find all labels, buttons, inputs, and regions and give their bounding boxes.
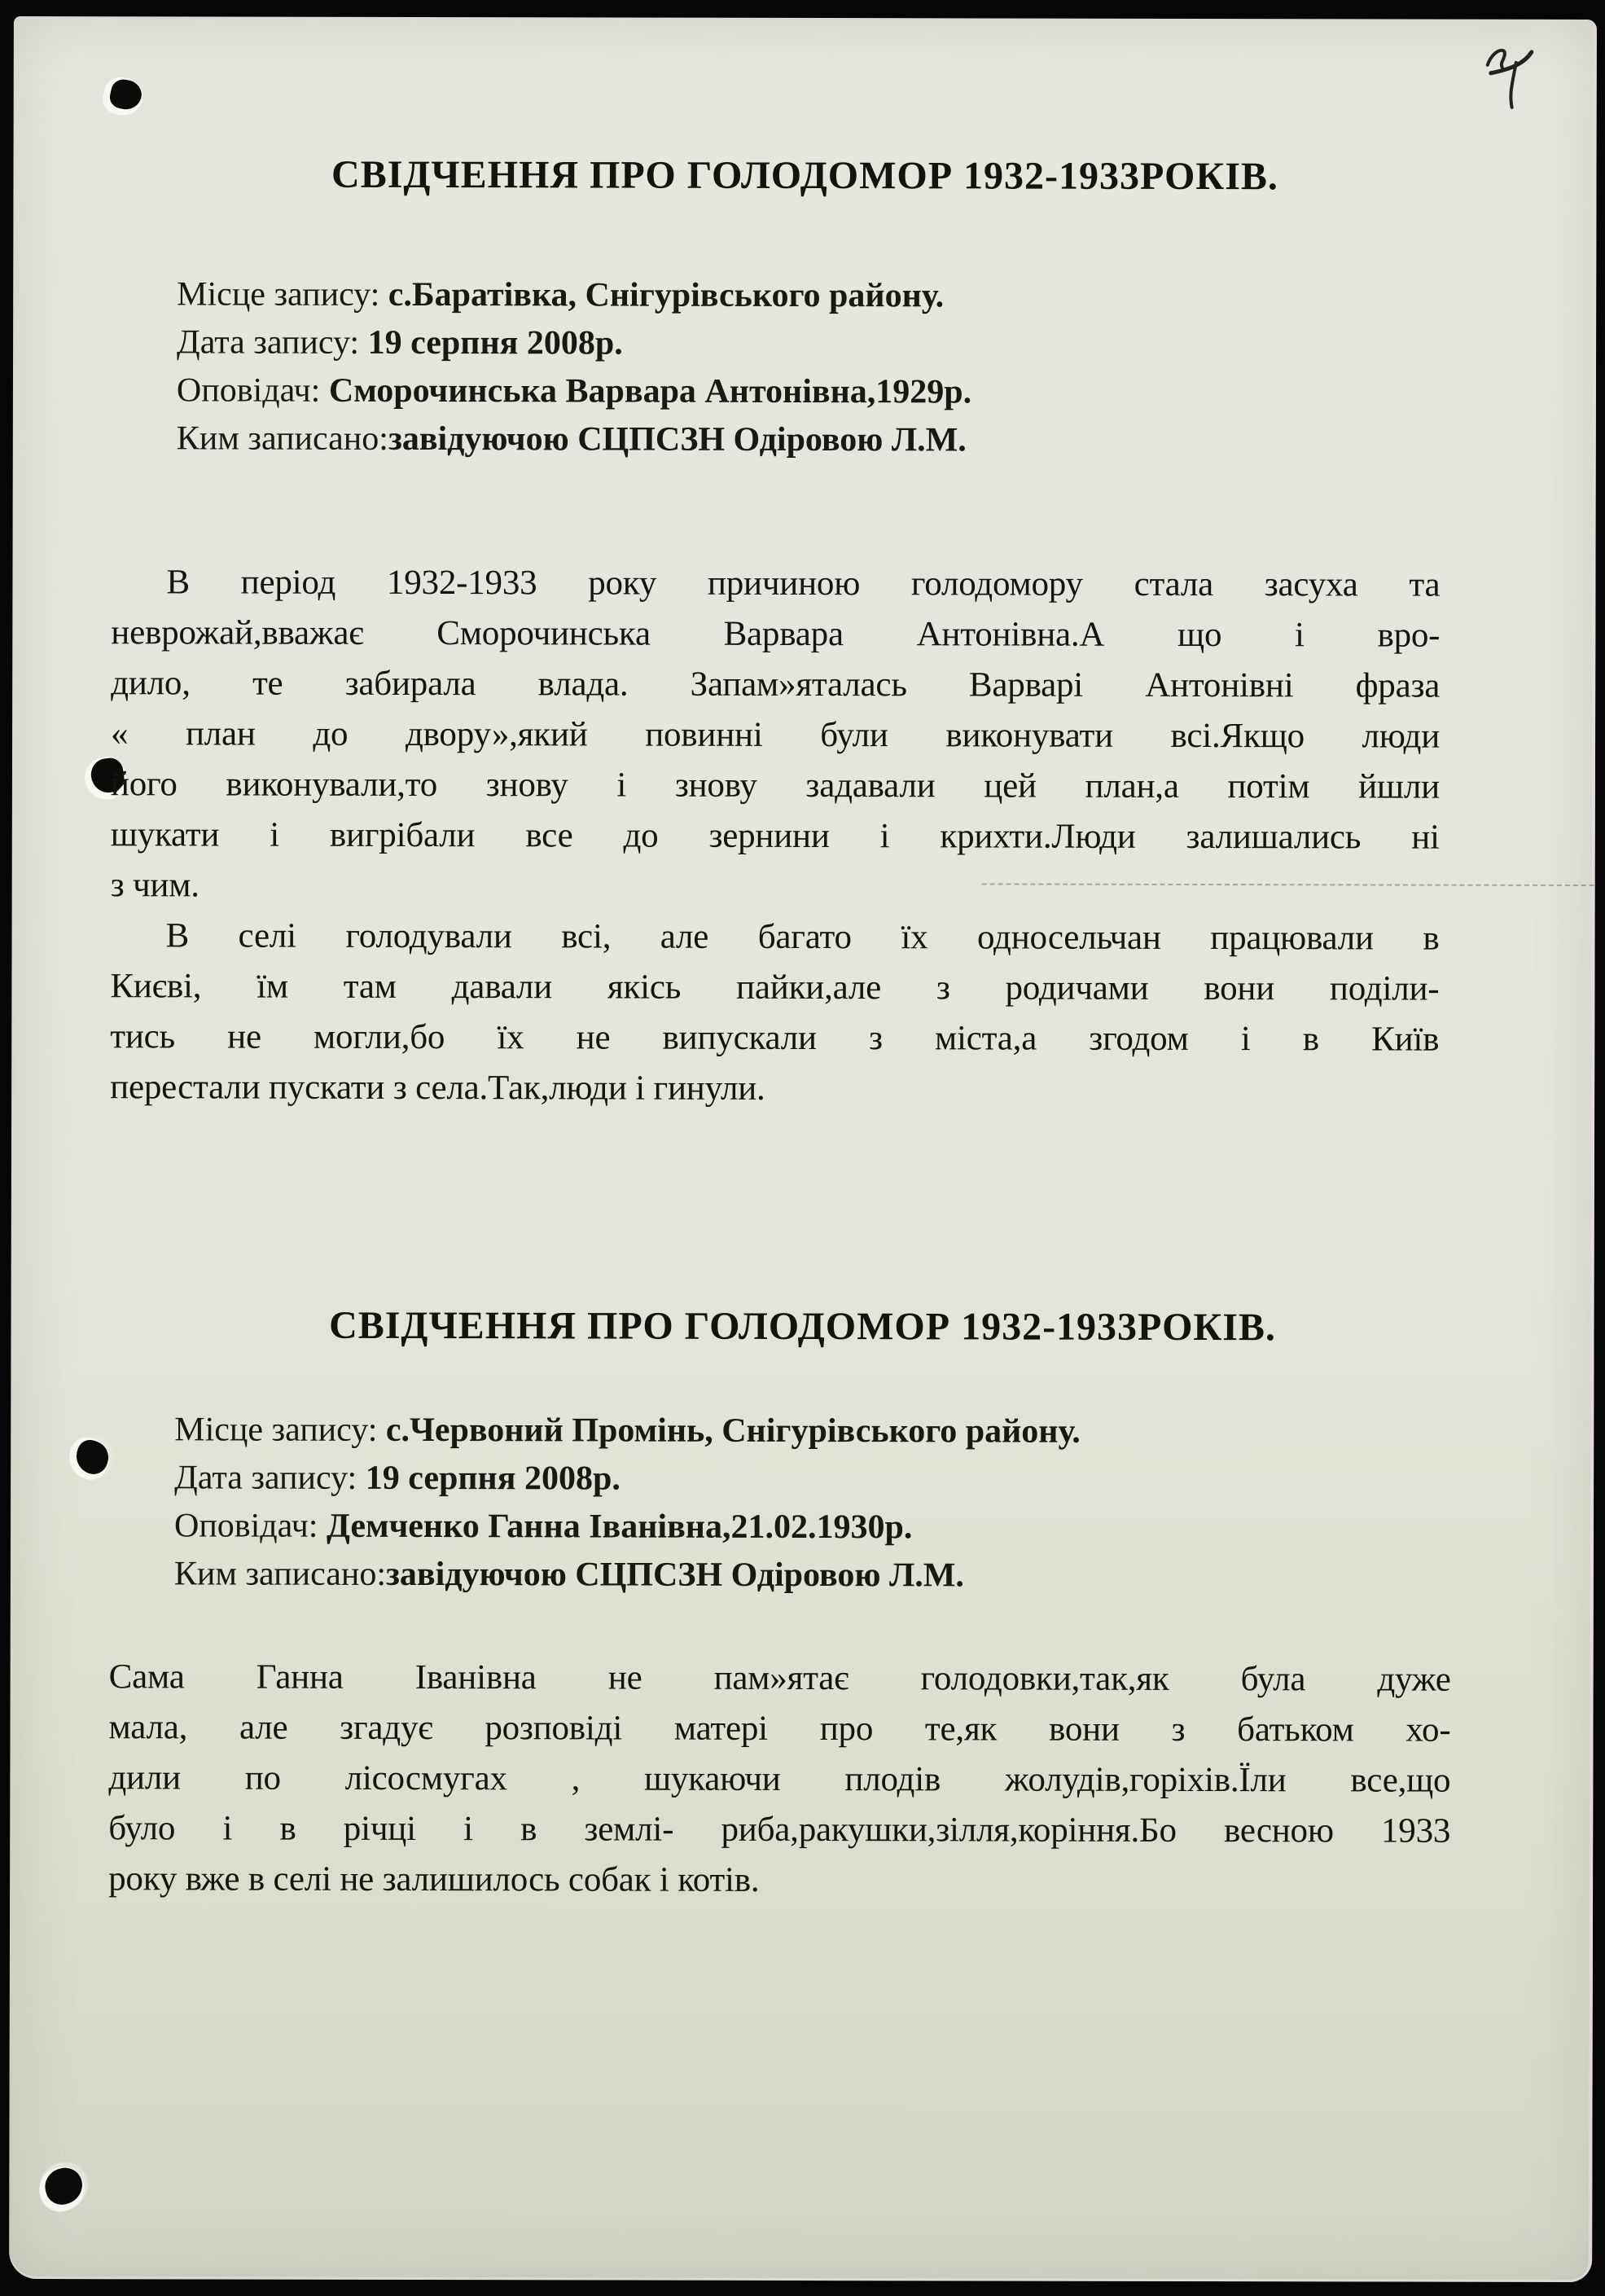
body-line: В період 1932-1933 року причиною голодомору стала засуха та: [166, 563, 1441, 604]
scanned-page: [9, 16, 1597, 2282]
meta-recorder-line: [177, 415, 1496, 465]
meta-date-line: [174, 1454, 1493, 1504]
body-line: дило, те забирала влада. Запам»яталась Варварі Антонівні фраза: [111, 664, 1441, 705]
meta-date-line: [177, 318, 1496, 369]
meta-date-value: 19 серпня 2008р.: [367, 323, 623, 362]
meta-place-value: с.Баратівка, Снігурівського району.: [388, 275, 945, 315]
hole-punch: [72, 1437, 113, 1478]
hole-punch: [107, 77, 144, 112]
body-line: Сама Ганна Іванівна не пам»ятає голодовки,так,як була дуже: [108, 1657, 1451, 1699]
meta-date-label: Дата запису:: [174, 1459, 366, 1497]
body-line: року вже в селі не залишилось собак і котів.: [108, 1859, 760, 1899]
handwritten-page-number: [1478, 42, 1546, 124]
body-line: « план до двору»,який повинні були виконувати всі.Якщо люди: [111, 714, 1441, 756]
meta-narrator-label: Оповідач:: [176, 371, 329, 410]
meta-narrator-line: [174, 1502, 1493, 1552]
body-line: неврожай,вважає Сморочинська Варвара Антонівна.А що і вро-: [111, 613, 1441, 655]
body-line: мала, але згадує розповіді матері про те,як вони з батьком хо-: [108, 1708, 1451, 1749]
meta-recorder-value: завідуючою СЦПСЗН Одіровою Л.М.: [388, 419, 967, 459]
testimony1-meta: [177, 270, 1496, 465]
meta-narrator-line: [177, 367, 1496, 417]
testimony1-body: [110, 557, 1440, 1115]
meta-place-line: [174, 1406, 1493, 1456]
meta-narrator-value: Демченко Ганна Іванівна,21.02.1930р.: [326, 1507, 913, 1547]
body-line: шукати і вигрібали все до зернини і крихти.Люди залишались ні: [110, 815, 1440, 857]
testimony2-meta: [174, 1406, 1493, 1600]
testimony2-title: СВІДЧЕННЯ ПРО ГОЛОДОМОР 1932-1933РОКІВ.: [329, 1303, 1277, 1350]
testimony2-body: [108, 1652, 1451, 1907]
body-line: В селі голодували всі, але багато їх односельчан працювали в: [165, 916, 1440, 958]
body-line: було і в річці і в землі- риба,ракушки,зілля,коріння.Бо весною 1933: [108, 1809, 1451, 1850]
meta-place-line: [177, 270, 1496, 321]
meta-recorder-line: [174, 1550, 1493, 1600]
meta-narrator-label: Оповідач:: [173, 1507, 327, 1545]
hole-punch: [41, 2164, 86, 2208]
body-line: перестали пускати з села.Так,люди і гинули.: [110, 1068, 765, 1108]
body-line: з чим.: [110, 866, 200, 905]
meta-narrator-value: Сморочинська Варвара Антонівна,1929р.: [328, 371, 972, 411]
meta-recorder-value: завідуючою СЦПСЗН Одіровою Л.М.: [386, 1555, 964, 1595]
meta-date-label: Дата запису:: [177, 323, 368, 362]
meta-recorder-label: Ким записано:: [176, 419, 389, 458]
meta-recorder-label: Ким записано:: [173, 1555, 387, 1593]
body-line: тись не могли,бо їх не випускали з міста,а згодом і в Київ: [110, 1017, 1440, 1059]
body-line: дили по лісосмугах , шукаючи плодів жолудів,горіхів.Їли все,що: [108, 1758, 1451, 1800]
meta-place-value: с.Червоний Промінь, Снігурівського району.: [385, 1411, 1081, 1451]
body-line: Києві, їм там давали якісь пайки,але з родичами вони поділи-: [110, 967, 1440, 1008]
body-line: його виконували,то знову і знову задавали цей план,а потім йшли: [110, 765, 1440, 806]
meta-place-label: Місце запису:: [177, 275, 388, 314]
meta-place-label: Місце запису:: [174, 1411, 386, 1449]
testimony1-title: СВІДЧЕННЯ ПРО ГОЛОДОМОР 1932-1933РОКІВ.: [331, 152, 1278, 199]
meta-date-value: 19 серпня 2008р.: [365, 1459, 621, 1498]
